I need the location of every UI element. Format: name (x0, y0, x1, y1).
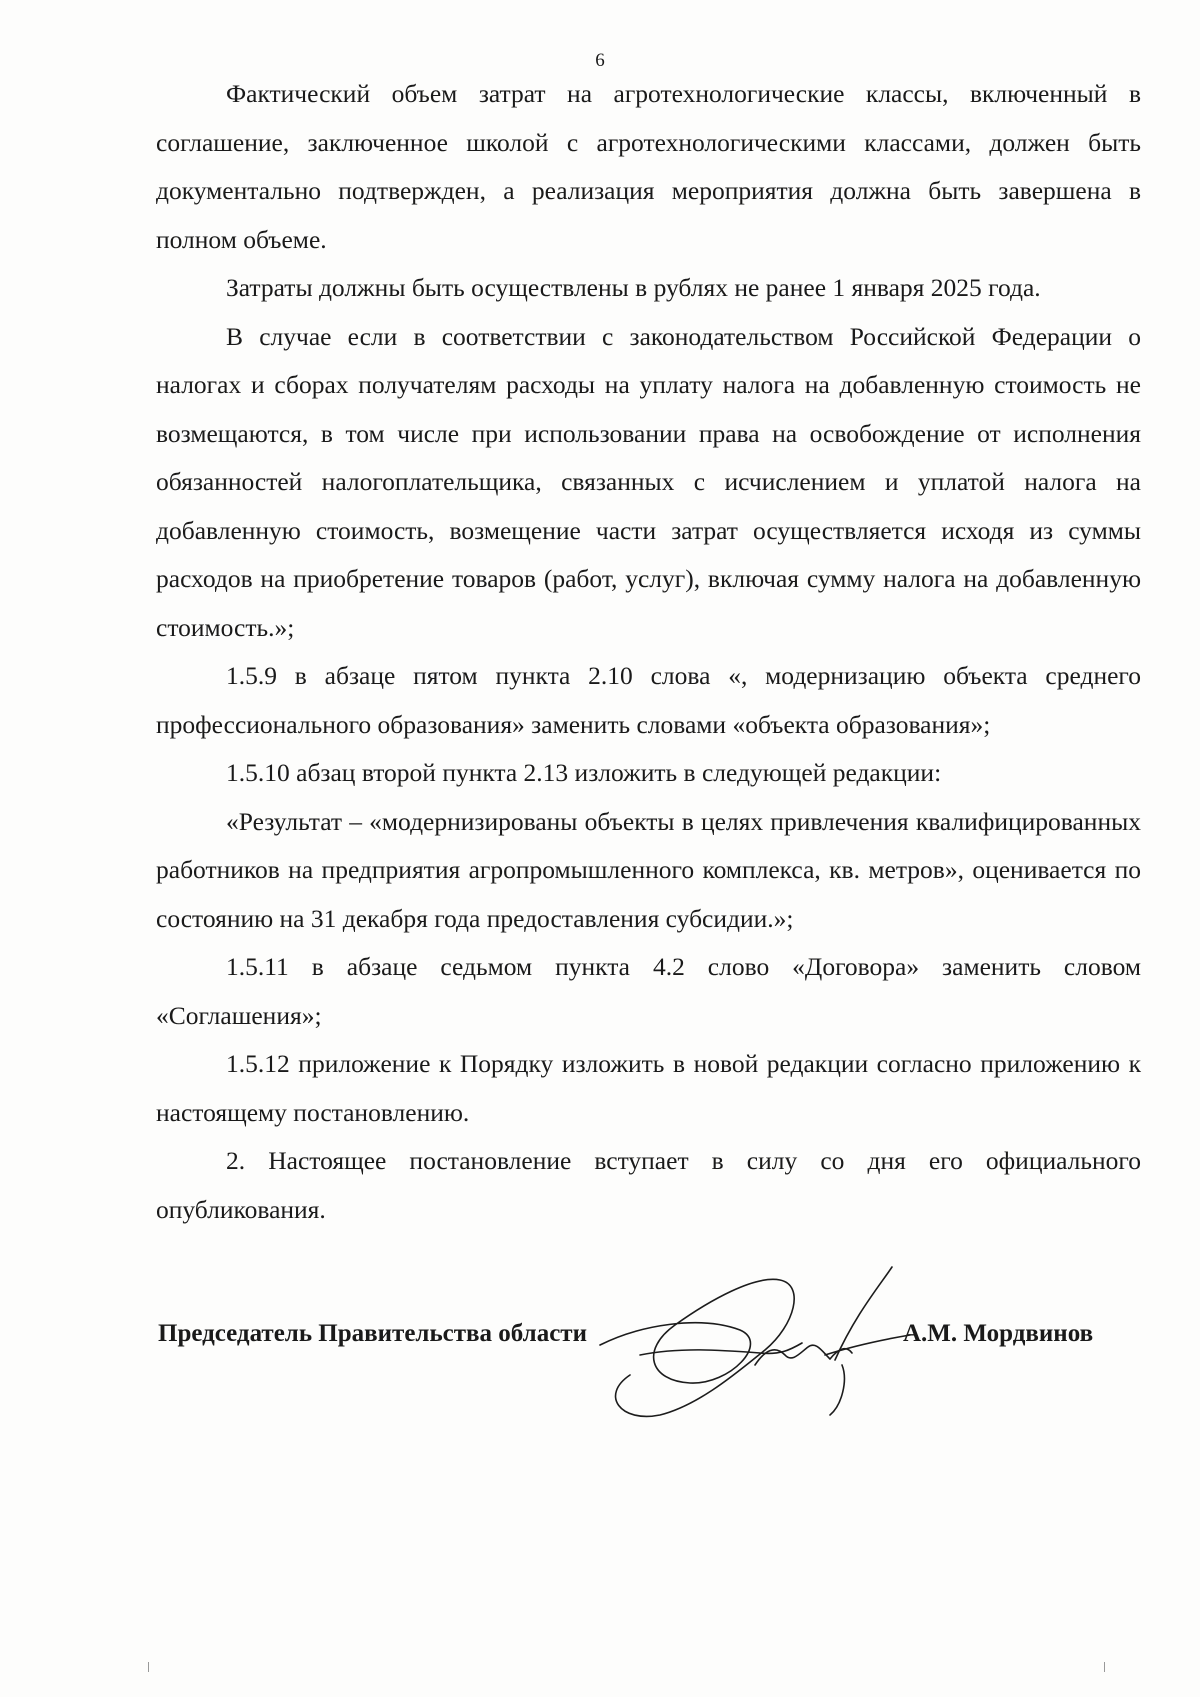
scan-artifact-left (148, 1662, 149, 1672)
paragraph-entry-into-force: 2. Настоящее постановление вступает в силу со дня его официального опубликования. (156, 1146, 1141, 1224)
signatory-name: А.М. Мордвинов (903, 1320, 1094, 1347)
handwritten-signature (580, 1255, 940, 1425)
paragraph-item-1-5-9: 1.5.9 в абзаце пятом пункта 2.10 слова «, модернизацию объекта среднего профессионального образования» заменить словами «объекта образования»; (156, 661, 1141, 739)
paragraph-item-1-5-12: 1.5.12 приложение к Порядку изложить в новой редакции согласно приложению к настоящему постановлению. (156, 1049, 1141, 1127)
signatory-title: Председатель Правительства области (158, 1320, 587, 1347)
paragraph-item-1-5-11: 1.5.11 в абзаце седьмом пункта 4.2 слово «Договора» заменить словом «Соглашения»; (156, 952, 1141, 1030)
scan-artifact-right (1104, 1662, 1105, 1672)
paragraph-vat-rule: В случае если в соответствии с законодательством Российской Федерации о налогах и сборах получателям расходы на уплату налога на добавленную стоимость не возмещаются, в том числе при использовании права на освобождение от исполнения обязанностей налогоплательщика, связанных с исчислением и уплатой налога на добавленную стоимость, возмещение части затрат осуществляется исходя из суммы расходов на приобретение товаров (работ, услуг), включая сумму налога на добавленную стоимость.»; (156, 321, 1141, 642)
paragraph-result-definition: «Результат – «модернизированы объекты в целях привлечения квалифицированных работников на предприятия агропромышленного комплекса, кв. метров», оценивается по состоянию на 31 декабря года предоставления субсидии.»; (156, 806, 1141, 933)
paragraph-cost-date: Затраты должны быть осуществлены в рублях не ранее 1 января 2025 года. (226, 273, 1041, 302)
page-number: 6 (595, 50, 605, 71)
paragraph-item-1-5-10: 1.5.10 абзац второй пункта 2.13 изложить в следующей редакции: (226, 758, 942, 787)
document-body (156, 70, 1141, 1234)
paragraph-cost-confirmation: Фактический объем затрат на агротехнологические классы, включенный в соглашение, заключенное школой с агротехнологическими классами, должен быть документально подтвержден, а реализация мероприятия должна быть завершена в полном объеме. (156, 79, 1141, 254)
